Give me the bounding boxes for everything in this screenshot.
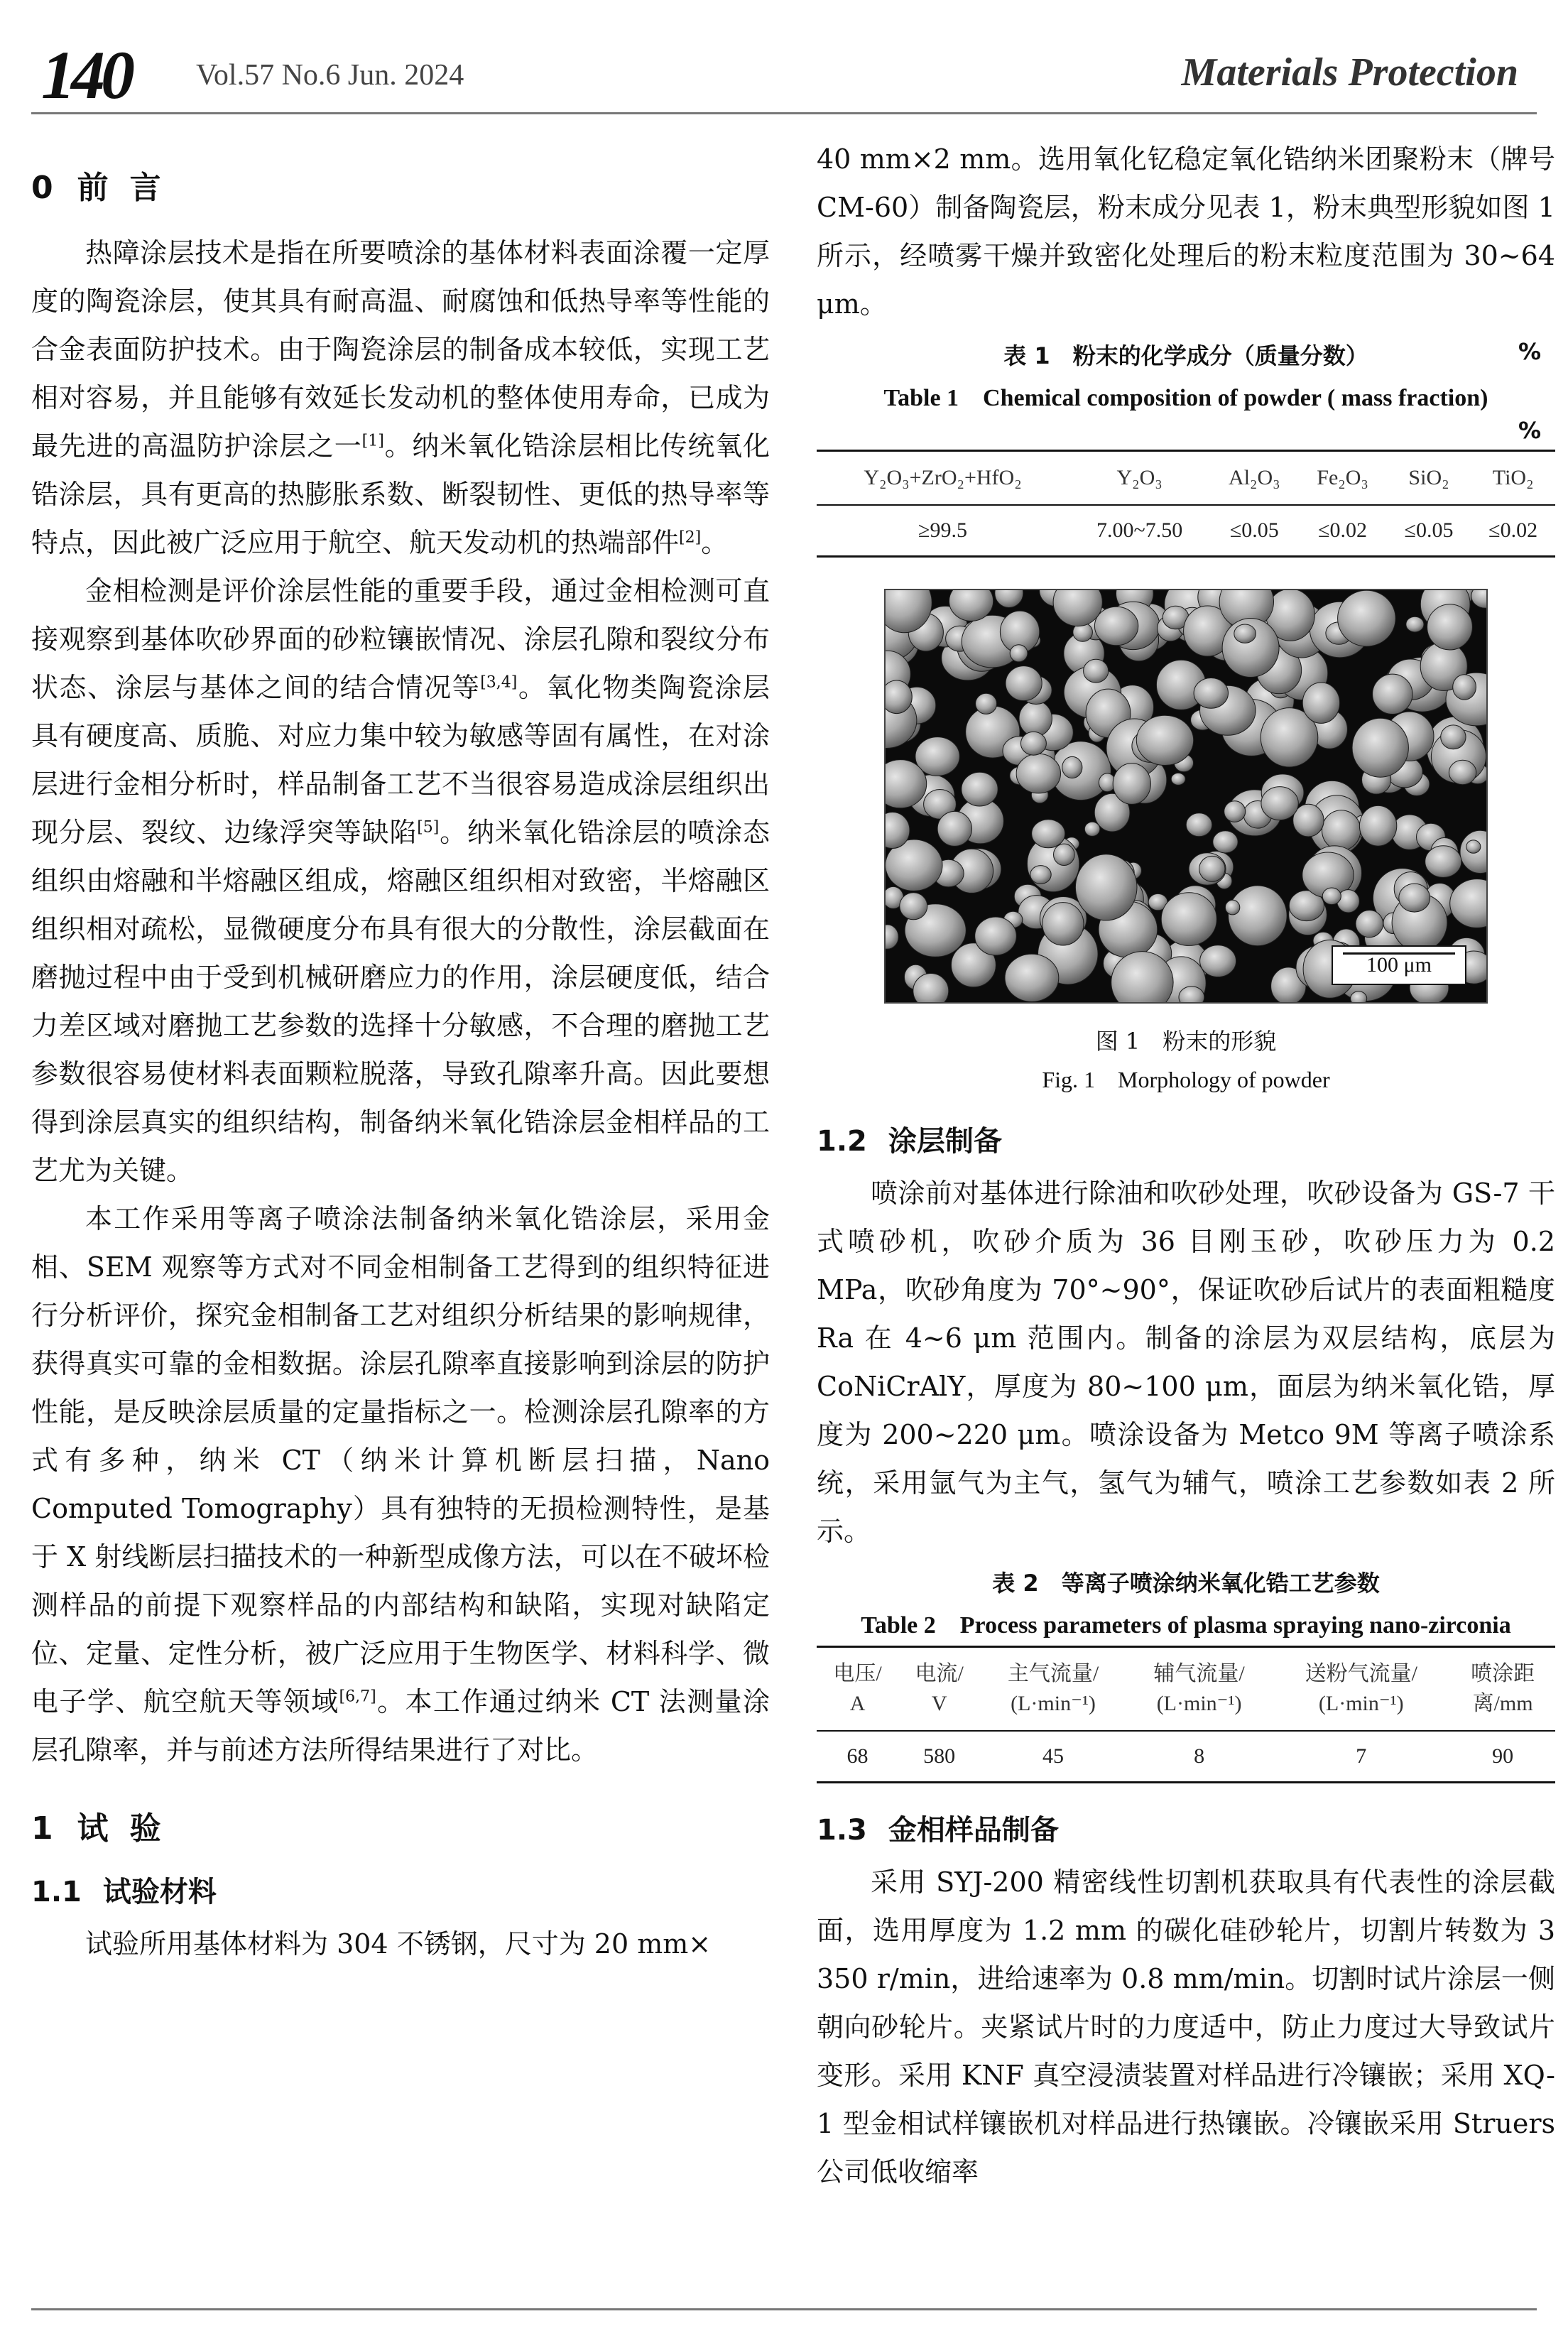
powder-particle <box>1229 886 1287 946</box>
table-header-cell: Fe₂O₃ <box>1298 451 1386 506</box>
table-cell: ≤0.05 <box>1210 505 1298 557</box>
section-1-3-heading <box>817 1808 1555 1848</box>
powder-particle <box>1406 616 1424 632</box>
section-title: 前言 <box>77 170 183 206</box>
powder-particle <box>886 925 898 949</box>
section-number: 0 <box>31 170 53 206</box>
citation: [1] <box>361 432 384 450</box>
powder-particle <box>1224 801 1246 822</box>
powder-particle <box>1194 678 1228 709</box>
powder-particle <box>995 590 1023 608</box>
section-title: 金相样品制备 <box>888 1814 1059 1847</box>
powder-particle <box>975 917 1017 955</box>
section-0-heading <box>31 162 770 207</box>
journal-title: Materials Protection <box>1181 50 1518 94</box>
volume-info: Vol.57 No.6 Jun. 2024 <box>196 59 464 92</box>
citation: [2] <box>679 528 702 547</box>
figure-1-micrograph <box>884 589 1488 1004</box>
table-cell: 90 <box>1450 1731 1555 1783</box>
table-1-unit: % <box>1518 338 1541 365</box>
powder-particle <box>1450 879 1486 928</box>
powder-particle <box>1322 810 1361 851</box>
powder-particle <box>976 693 997 714</box>
table-cell: ≤0.02 <box>1471 505 1555 557</box>
table-header-cell: SiO₂ <box>1387 451 1471 506</box>
powder-particle <box>1010 645 1028 662</box>
table-cell: 68 <box>817 1731 898 1783</box>
section-1-1-heading <box>31 1869 770 1910</box>
table-header-cell: Al₂O₃ <box>1210 451 1298 506</box>
powder-particle <box>1019 701 1052 737</box>
powder-particle <box>1471 590 1486 608</box>
table-cell: 7 <box>1272 1731 1450 1783</box>
table-1-unit-line: % <box>1518 417 1541 444</box>
powder-particle <box>1356 911 1383 938</box>
powder-particle <box>900 893 927 920</box>
powder-particle <box>1005 954 1059 1001</box>
powder-particle <box>886 680 912 714</box>
powder-particle <box>1094 607 1138 645</box>
table-header-cell: Y₂O₃+ZrO₂+HfO₂ <box>817 451 1069 506</box>
powder-particle <box>1261 787 1298 820</box>
powder-particle <box>1373 674 1412 714</box>
table-1-caption-en: Table 1 Chemical composition of powder ( mass fraction) <box>883 385 1488 411</box>
powder-particle <box>1006 666 1042 701</box>
powder-particle <box>1084 659 1109 683</box>
powder-particle <box>1425 846 1461 878</box>
paragraph-5: 40 mm×2 mm。选用氧化钇稳定氧化锆纳米团聚粉末（牌号 CM-60）制备陶瓷层，粉末成分见表 1，粉末典型形貌如图 1 所示，经喷雾干燥并致密化处理后的粉末粒度范围为 30~64 μm。 <box>817 143 1555 320</box>
scale-bar-label: 100 μm <box>1366 953 1432 977</box>
powder-particle <box>1054 844 1075 865</box>
powder-particle <box>1225 900 1239 915</box>
section-number: 1.1 <box>31 1876 82 1908</box>
powder-particle <box>1171 773 1185 785</box>
powder-particle <box>1020 732 1046 755</box>
left-column <box>31 142 770 1968</box>
powder-particle <box>1453 675 1476 700</box>
header-rule <box>31 112 1537 114</box>
citation: [5] <box>417 818 440 837</box>
powder-particle <box>962 772 998 806</box>
table-2-caption-cn: 表 2 等离子喷涂纳米氧化锆工艺参数 <box>992 1570 1380 1597</box>
powder-particle <box>1234 624 1256 643</box>
table-cell: ≤0.02 <box>1298 505 1386 557</box>
right-column <box>817 135 1555 2196</box>
section-title: 试验材料 <box>102 1876 217 1908</box>
powder-particle <box>1213 831 1238 853</box>
powder-particle <box>1352 718 1408 777</box>
scale-bar <box>1332 945 1466 985</box>
table-cell: ≥99.5 <box>817 505 1069 557</box>
section-number: 1 <box>31 1810 53 1847</box>
powder-particle <box>1322 888 1341 905</box>
powder-particle <box>1449 760 1476 784</box>
section-title: 试验 <box>77 1810 183 1847</box>
table-cell: 8 <box>1126 1731 1273 1783</box>
powder-particle <box>1113 764 1150 805</box>
figure-1-caption-en: Fig. 1 Morphology of powder <box>1042 1067 1330 1092</box>
powder-particle <box>1186 813 1212 837</box>
powder-particle <box>1062 756 1082 778</box>
paragraph-1: 热障涂层技术是指在所要喷涂的基体材料表面涂覆一定厚度的陶瓷涂层，使其具有耐高温、耐腐蚀和低热导率等性能的合金表面防护技术。由于陶瓷涂层的制备成本较低，实现工艺相对容易，并且能够有效延长发动机的整体使用寿命，已成为最先进的高温防护涂层之一[1]。纳米氧化锆涂层相比传统氧化锆涂层，具有更高的热膨胀系数、断裂韧性、更低的热导率等特点，因此被广泛应用于航空、航天发动机的热端部件[2]。 <box>31 237 770 558</box>
powder-particle <box>1161 893 1216 946</box>
powder-particle <box>1084 822 1100 836</box>
footer-rule <box>31 2308 1537 2310</box>
citation: [6,7] <box>339 1688 376 1706</box>
powder-particle <box>1441 725 1466 749</box>
powder-particle <box>1200 945 1236 977</box>
table-header-cell: 辅气流量/ (L·min⁻¹) <box>1126 1647 1273 1732</box>
powder-particle <box>1359 805 1396 846</box>
table-header-cell: 电流/ V <box>898 1647 980 1732</box>
powder-particle <box>1399 884 1430 912</box>
table-cell: 7.00~7.50 <box>1069 505 1210 557</box>
citation: [3,4] <box>480 673 518 692</box>
powder-particle <box>1199 856 1225 881</box>
section-number: 1.2 <box>817 1125 867 1158</box>
table-cell: 45 <box>980 1731 1126 1783</box>
powder-particle <box>1338 590 1396 646</box>
page-number: 140 <box>41 37 131 113</box>
powder-particle <box>1042 903 1084 945</box>
paragraph-6: 喷涂前对基体进行除油和吹砂处理，吹砂设备为 GS-7 干式喷砂机，吹砂介质为 36 目刚玉砂，吹砂压力为 0.2 MPa，吹砂角度为 70°~90°，保证吹砂后试片的表面粗糙度 Ra 在 4~6 μm 范围内。制备的涂层为双层结构，底层为 CoNiCrAlY，厚度为 80~100 μm，面层为纳米氧化锆，厚度为 200~220 μm。喷涂设备为 Metco 9M 等离子喷涂系统，采用氩气为主气，氢气为辅气，喷涂工艺参数如表 2 所示。 <box>817 1178 1555 1547</box>
powder-particle <box>1136 715 1193 765</box>
table-header-cell: 电压/ A <box>817 1647 898 1732</box>
table-header-cell: TiO₂ <box>1471 451 1555 506</box>
table-cell: 580 <box>898 1731 980 1783</box>
table-header-cell: 主气流量/ (L·min⁻¹) <box>980 1647 1126 1732</box>
paragraph-4: 试验所用基体材料为 304 不锈钢，尺寸为 20 mm× <box>85 1928 712 1960</box>
table-1 <box>817 450 1555 558</box>
table-1-caption-cn: 表 1 粉末的化学成分（质量分数） % <box>1003 338 1541 369</box>
table-2-caption-en: Table 2 Process parameters of plasma spraying nano-zirconia <box>861 1612 1511 1639</box>
powder-particle <box>1016 754 1060 793</box>
section-1-heading <box>31 1803 770 1848</box>
table-row <box>817 505 1555 557</box>
powder-particle <box>1466 840 1481 853</box>
powder-particle <box>1075 854 1137 920</box>
powder-particle <box>1030 866 1051 884</box>
section-1-2-heading <box>817 1119 1555 1159</box>
paragraph-7: 采用 SYJ-200 精密线性切割机获取具有代表性的涂层截面，选用厚度为 1.2 mm 的碳化硅砂轮片，切割片转数为 3 350 r/min，进给速率为 0.8 mm/min。切割时试片涂层一侧朝向砂轮片。夹紧试片时的力度适中，防止力度过大导致试片变形。采用 KNF 真空浸渍装置对样品进行冷镶嵌；采用 XQ-1 型金相试样镶嵌机对样品进行热镶嵌。冷镶嵌采用 Struers 公司低收缩率 <box>817 1867 1555 2188</box>
figure-1-caption-cn: 图 1 粉末的形貌 <box>1095 1028 1277 1055</box>
powder-particle <box>1032 820 1065 848</box>
table-header-cell: 喷涂距 离/mm <box>1450 1647 1555 1732</box>
powder-particle <box>1351 991 1367 1002</box>
table-cell: ≤0.05 <box>1387 505 1471 557</box>
table-row <box>817 1731 1555 1783</box>
paragraph-3: 本工作采用等离子喷涂法制备纳米氧化锆涂层，采用金相、SEM 观察等方式对不同金相制备工艺得到的组织特征进行分析评价，探究金相制备工艺对组织分析结果的影响规律，获得真实可靠的金相数据。涂层孔隙率直接影响到涂层的防护性能，是反映涂层质量的定量指标之一。检测涂层孔隙率的方式有多种，纳米 CT（纳米计算机断层扫描，Nano Computed Tomography）具有独特的无损检测特性，是基于 X 射线断层扫描技术的一种新型成像方法，可以在不破坏检测样品的前提下观察样品的内部结构和缺陷，实现对缺陷定位、定量、定性分析，被广泛应用于生物医学、材料科学、微电子学、航空航天等领域[6,7]。本工作通过纳米 CT 法测量涂层孔隙率，并与前述方法所得结果进行了对比。 <box>31 1203 770 1766</box>
powder-micrograph-image <box>886 590 1486 1002</box>
powder-particle <box>937 811 971 846</box>
section-title: 涂层制备 <box>888 1125 1002 1158</box>
paragraph-2: 金相检测是评价涂层性能的重要手段，通过金相检测可直接观察到基体吹砂界面的砂粒镶嵌情况、涂层孔隙和裂纹分布状态、涂层与基体之间的结合情况等[3,4]。氧化物类陶瓷涂层具有硬度高、质脆、对应力集中较为敏感等固有属性，在对涂层进行金相分析时，样品制备工艺不当很容易造成涂层组织出现分层、裂纹、边缘浮突等缺陷[5]。纳米氧化锆涂层的喷涂态组织由熔融和半熔融区组成，熔融区组织相对致密，半熔融区组织相对疏松，显微硬度分布具有很大的分散性，涂层截面在磨抛过程中由于受到机械研磨应力的作用，涂层硬度低，结合力差区域对磨抛工艺参数的选择十分敏感，不合理的磨抛工艺参数很容易使材料表面颗粒脱落，导致孔隙率升高。因此要想得到涂层真实的组织结构，制备纳米氧化锆涂层金相样品的工艺尤为关键。 <box>31 575 770 1186</box>
powder-particle <box>1302 683 1339 723</box>
table-header-cell: Y₂O₃ <box>1069 451 1210 506</box>
table-2 <box>817 1646 1555 1783</box>
section-number: 1.3 <box>817 1814 867 1847</box>
powder-particle <box>1427 604 1473 650</box>
table-header-cell: 送粉气流量/ (L·min⁻¹) <box>1272 1647 1450 1732</box>
